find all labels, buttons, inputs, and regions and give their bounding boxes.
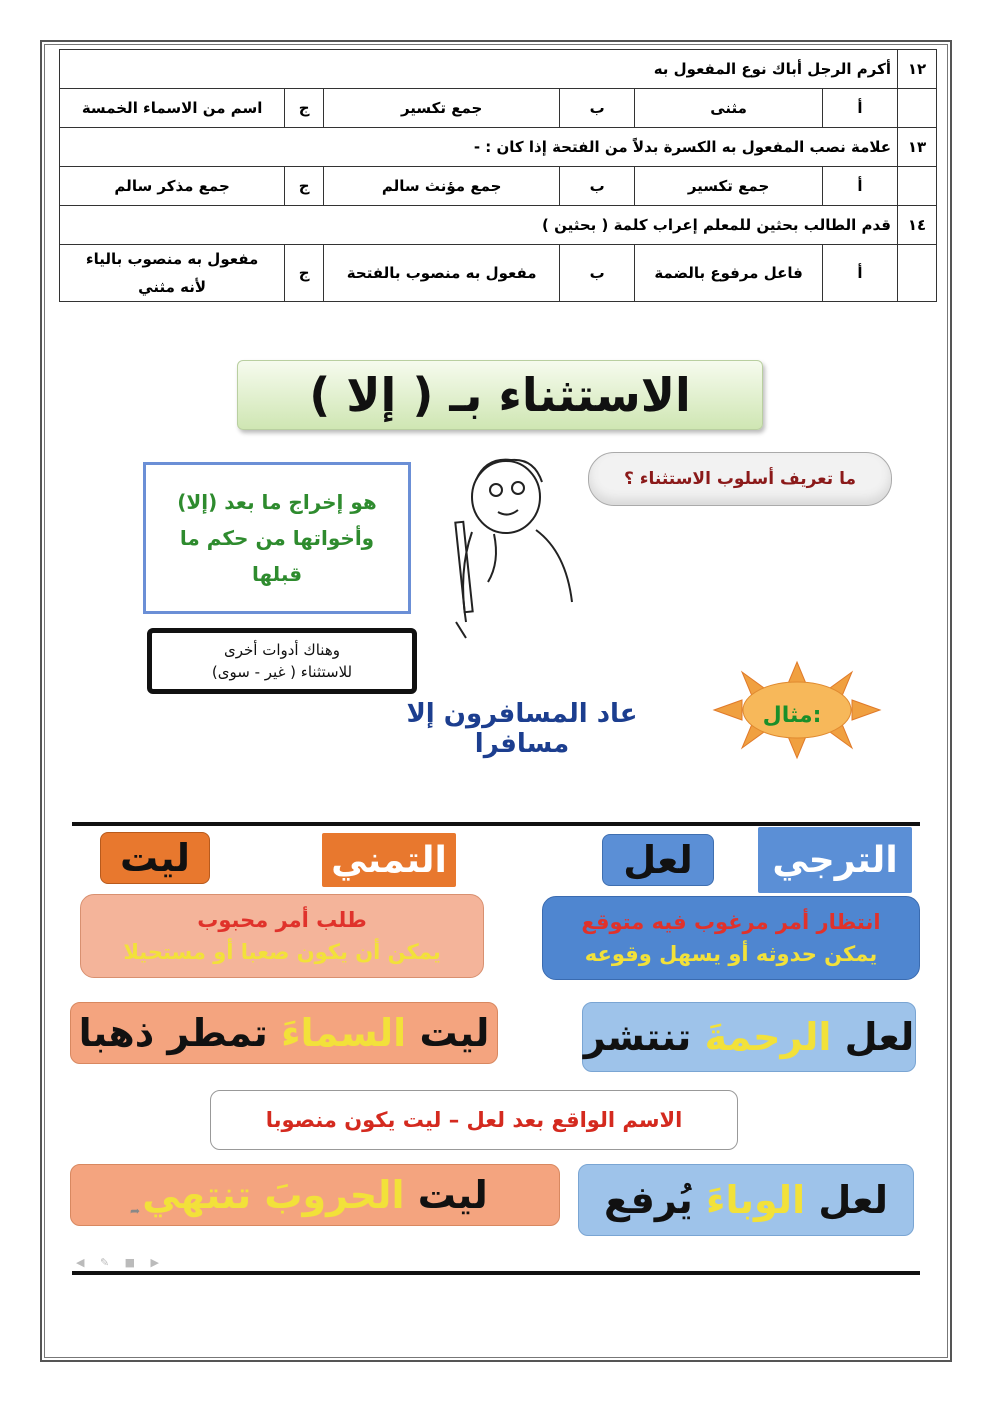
cursor-icon: ➦ — [130, 1204, 141, 1218]
tamanni-description: طلب أمر محبوب يمكن أن يكون صعبا أو مستحيلا — [80, 894, 484, 978]
option-text: فاعل مرفوع بالضمة — [635, 245, 823, 302]
istithnaa-title: الاستثناء بـ ( إلا ) — [237, 360, 763, 430]
option-text: اسم من الاسماء الخمسة — [60, 89, 285, 128]
tamanni-heading: التمني — [322, 833, 456, 887]
slide-nav-icons: ◀ ✎ ■ ▶ — [76, 1256, 166, 1269]
other-tools-line: وهناك أدوات أخرى — [224, 641, 340, 659]
option-letter: ب — [560, 245, 635, 302]
definition-line: قبلها — [251, 562, 303, 586]
definition-line: وأخواتها من حكم ما — [179, 526, 375, 550]
example-sentence: عاد المسافرون إلا مسافرا — [406, 699, 638, 759]
option-text: جمع مذكر سالم — [60, 167, 285, 206]
question-number: ١٢ — [898, 50, 937, 89]
option-letter: ج — [285, 245, 324, 302]
option-letter: ب — [560, 167, 635, 206]
tamanni-word: ليت — [100, 832, 210, 884]
question-row-12 — [60, 50, 937, 89]
tarajji-description: انتظار أمر مرغوب فيه متوقع يمكن حدوثه أو يسهل وقوعه — [542, 896, 920, 980]
option-text: مثنى — [635, 89, 823, 128]
tarajji-word: لعل — [602, 834, 714, 886]
section-divider-bottom — [72, 1271, 920, 1275]
question-number: ١٤ — [898, 206, 937, 245]
section-divider-top — [72, 822, 920, 826]
option-text: جمع مؤنث سالم — [324, 167, 560, 206]
option-text: مفعول به منصوب بالفتحة — [324, 245, 560, 302]
tamanni-sentence-1: ليت السماءَ تمطر ذهبا — [70, 1002, 498, 1064]
option-text: جمع تكسير — [635, 167, 823, 206]
question-row-13 — [60, 128, 937, 167]
definition-box — [143, 462, 411, 614]
example-label: مثال: — [762, 702, 822, 728]
other-tools-box — [147, 628, 417, 694]
thinking-person-illustration — [436, 452, 586, 642]
question-row-14 — [60, 206, 937, 245]
option-text: جمع تكسير — [324, 89, 560, 128]
options-row-14 — [60, 245, 937, 302]
tarajji-sentence-2: لعل الوباءَ يُرفع — [578, 1164, 914, 1236]
question-text: قدم الطالب بحثين للمعلم إعراب كلمة ( بحثين ) — [60, 206, 898, 245]
other-tools-line: للاستثناء ( غير - سوى) — [211, 663, 353, 681]
option-letter: ب — [560, 89, 635, 128]
tamanni-sentence-2: ليت الحروبَ تنتهي — [70, 1164, 560, 1226]
option-letter: أ — [823, 245, 898, 302]
options-row-12 — [60, 89, 937, 128]
option-letter: أ — [823, 167, 898, 206]
question-number: ١٣ — [898, 128, 937, 167]
question-text: أكرم الرجل أباك نوع المفعول به — [60, 50, 898, 89]
tarajji-heading: الترجي — [758, 827, 912, 893]
option-letter: ج — [285, 89, 324, 128]
rule-box: الاسم الواقع بعد لعل – ليت يكون منصوبا — [210, 1090, 738, 1150]
options-row-13 — [60, 167, 937, 206]
question-text: علامة نصب المفعول به الكسرة بدلاً من الفتحة إذا كان : - — [60, 128, 898, 167]
option-text-line: لأنه مثني — [138, 278, 207, 296]
question-bubble: ما تعريف أسلوب الاستثناء ؟ — [588, 452, 892, 506]
option-text-line: مفعول به منصوب بالياء — [85, 250, 259, 268]
tarajji-sentence-1: لعل الرحمةَ تنتشر — [582, 1002, 916, 1072]
option-text — [60, 245, 285, 302]
questions-table — [59, 49, 937, 302]
definition-line: هو إخراج ما بعد (إلا) — [177, 490, 377, 514]
option-letter: أ — [823, 89, 898, 128]
option-letter: ج — [285, 167, 324, 206]
